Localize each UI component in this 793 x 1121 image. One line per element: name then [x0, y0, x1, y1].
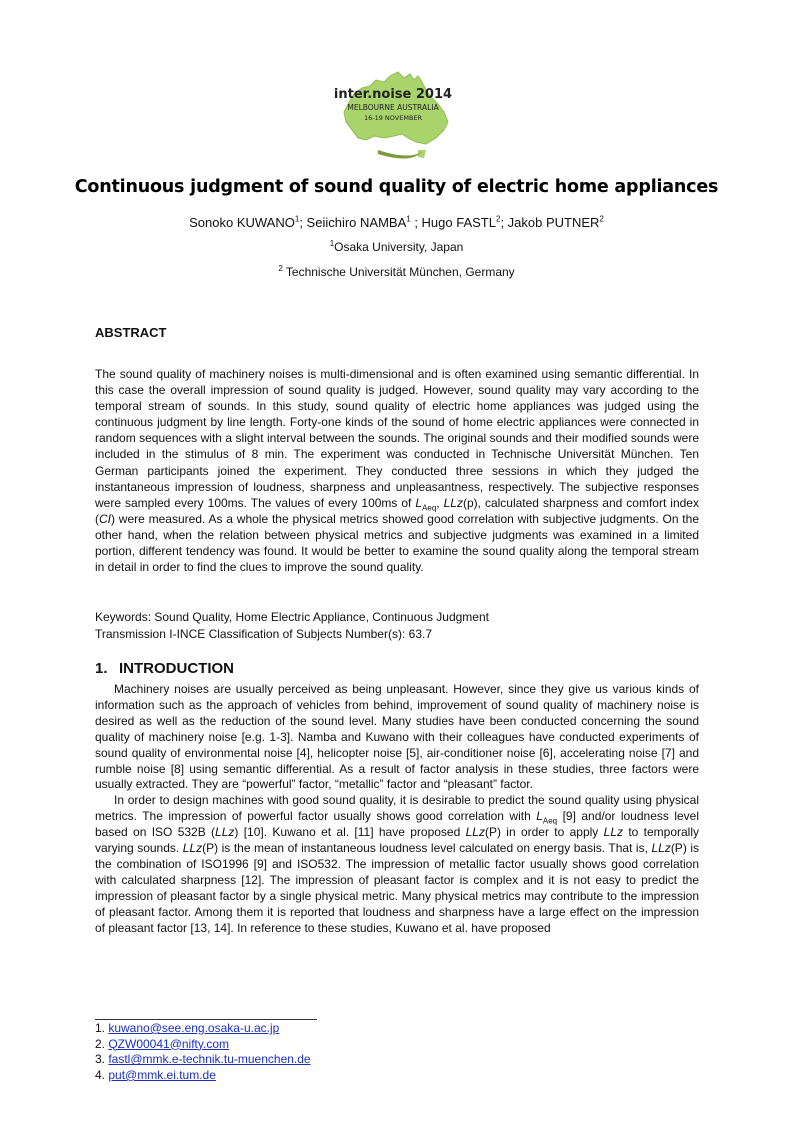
ci-symbol: CI: [99, 511, 111, 526]
author-separator: ;: [410, 215, 422, 230]
conference-logo: [318, 68, 468, 168]
footnote-item: [95, 1037, 311, 1053]
section-title: INTRODUCTION: [119, 660, 234, 677]
introduction-body: [95, 682, 699, 937]
abstract-text: (p), calculated sharpness and comfort index (: [95, 495, 699, 526]
footnote-number: 2.: [95, 1036, 109, 1051]
author-name: Hugo FASTL: [421, 215, 496, 230]
llz-symbol: LLz: [465, 825, 485, 840]
intro-paragraph-1: Machinery noises are usually perceived as being unpleasant. However, since they give us various kinds of information such as the approach of vehicles from behind, improvement of sound quality of machinery noise is desired as well as the reduction of the sound level. Many studies have been conducted concerning the sound quality of machinery noise [e.g. 1-3]. Namba and Kuwano with their colleagues have conducted experiments of sound quality of environmental noise [4], helicopter noise [5], air-conditioner noise [6], accelerating noise [7] and rumble noise [8] using semantic differential. As a result of factor analysis in these studies, three factors were usually extracted. They are “powerful” factor, “metallic” factor and “pleasant” factor.: [95, 682, 699, 792]
affiliation-marker: 2: [278, 264, 283, 273]
classification-line: Transmission I-INCE Classification of Subjects Number(s): 63.7: [95, 626, 432, 641]
intro-paragraph-2: [95, 793, 699, 936]
author-name: Jakob PUTNER: [507, 215, 600, 230]
abstract-heading: ABSTRACT: [95, 325, 167, 340]
intro-text: [9] and/or loudness level based on ISO 532B (: [95, 809, 699, 840]
laeq-symbol: L: [536, 809, 543, 824]
affiliation-text: Osaka University, Japan: [334, 240, 464, 254]
affiliation-marker: 1: [294, 214, 300, 224]
affiliation-1: [60, 240, 733, 254]
footnote-item: [95, 1052, 311, 1068]
footnotes: [95, 1021, 311, 1083]
llz-symbol: LLz: [215, 825, 235, 840]
abstract-text: The sound quality of machinery noises is multi-dimensional and is often examined using semantic differential. In this case the overall impression of sound quality is judged. However, sound quality may vary according to the temporal stream of sounds. In this study, sound quality of electric home appliances was judged using the continuous judgment by line length. Forty-one kinds of the sound of home electric appliances were connected in random sequences with a slight interval between the sounds. The original sounds and their modified sounds were included in the stimulus of 8 min. The experiment was conducted in Technische Universität München. Ten German participants joined the experiment. They conducted three sessions in which they judged the instantaneous impression of loudness, sharpness and unpleasantness, respectively. The subjective responses were sampled every 100ms. The values of every 100ms of: [95, 367, 699, 510]
laeq-subscript: Aeq: [542, 816, 558, 826]
author-separator: ;: [500, 215, 508, 230]
llz-symbol: LLz: [443, 495, 463, 510]
paper-title: Continuous judgment of sound quality of electric home appliances: [74, 177, 719, 197]
author-list: [60, 215, 733, 230]
footnote-number: 1.: [95, 1021, 109, 1035]
laeq-symbol: L: [415, 495, 423, 510]
intro-text: In order to design machines with good sound quality, it is desirable to predict the sound quality using physical metrics. The impression of powerful factor usually shows good correlation with: [95, 793, 699, 824]
author-name: Seiichiro NAMBA: [306, 215, 407, 230]
llz-symbol: LLz: [651, 841, 671, 856]
logo-line-2: MELBOURNE AUSTRALIA: [347, 103, 439, 112]
intro-text: (P) is the mean of instantaneous loudness level calculated on energy basis. That is,: [202, 841, 652, 856]
affiliation-text: Technische Universität München, Germany: [282, 265, 515, 279]
intro-text: ) [10]. Kuwano et al. [11] have proposed: [234, 825, 466, 840]
affiliation-marker: 2: [599, 214, 604, 224]
footnote-number: 3.: [95, 1052, 109, 1067]
intro-text: (P) in order to apply: [484, 825, 604, 840]
australia-map-logo: [318, 68, 468, 168]
footnote-divider: [95, 1019, 317, 1020]
intro-text: (P) is the combination of ISO1996 [9] and ISO532. The impression of metallic factor usually shows good correlation with calculated sharpness [12]. The impression of pleasant factor is complex and it is not easy to predict the impression of pleasant factor by a single physical metric. Many physical metrics may contribute to the impression of pleasant factor. Among them it is reported that loudness and sharpness have a large effect on the impression of pleasant factor [13, 14]. In reference to these studies, Kuwano et al. have proposed: [95, 841, 699, 935]
affiliation-marker: 1: [406, 214, 411, 224]
email-link[interactable]: put@mmk.ei.tum.de: [108, 1067, 216, 1082]
abstract-text: ) were measured. As a whole the physical metrics showed good correlation with subjective judgments. On the other hand, when the relation between physical metrics and subjective judgments was examined in a limited portion, different tendency was found. It would be better to examine the sound quality along the temporal stream in detail in order to find the clues to improve the sound quality.: [95, 511, 699, 575]
email-link[interactable]: fastl@mmk.e-technik.tu-muenchen.de: [108, 1052, 311, 1067]
footnote-item: [95, 1021, 311, 1037]
logo-line-1: inter.noise 2014: [333, 87, 453, 102]
affiliation-2: [60, 265, 733, 279]
llz-symbol: LLz: [603, 825, 623, 840]
footnote-number: 4.: [95, 1067, 109, 1082]
keywords-line: Keywords: Sound Quality, Home Electric Appliance, Continuous Judgment: [95, 610, 489, 624]
llz-symbol: LLz: [182, 841, 203, 856]
affiliation-marker: 1: [329, 239, 335, 248]
affiliation-marker: 2: [495, 214, 501, 224]
footnote-item: [95, 1068, 311, 1084]
intro-text: to temporally varying sounds.: [95, 825, 700, 856]
section-number: 1.: [95, 660, 108, 677]
abstract-text: ,: [436, 495, 444, 510]
boomerang-icon: [378, 150, 422, 159]
section-heading: [95, 660, 234, 677]
author-separator: ;: [299, 215, 307, 230]
email-link[interactable]: QZW00041@nifty.com: [108, 1036, 230, 1051]
logo-line-3: 16-19 NOVEMBER: [363, 114, 423, 122]
author-name: Sonoko KUWANO: [189, 215, 295, 230]
laeq-subscript: Aeq: [422, 503, 437, 513]
abstract-body: [95, 366, 699, 575]
email-link[interactable]: kuwano@see.eng.osaka-u.ac.jp: [108, 1021, 280, 1035]
keywords-block: [95, 609, 489, 642]
